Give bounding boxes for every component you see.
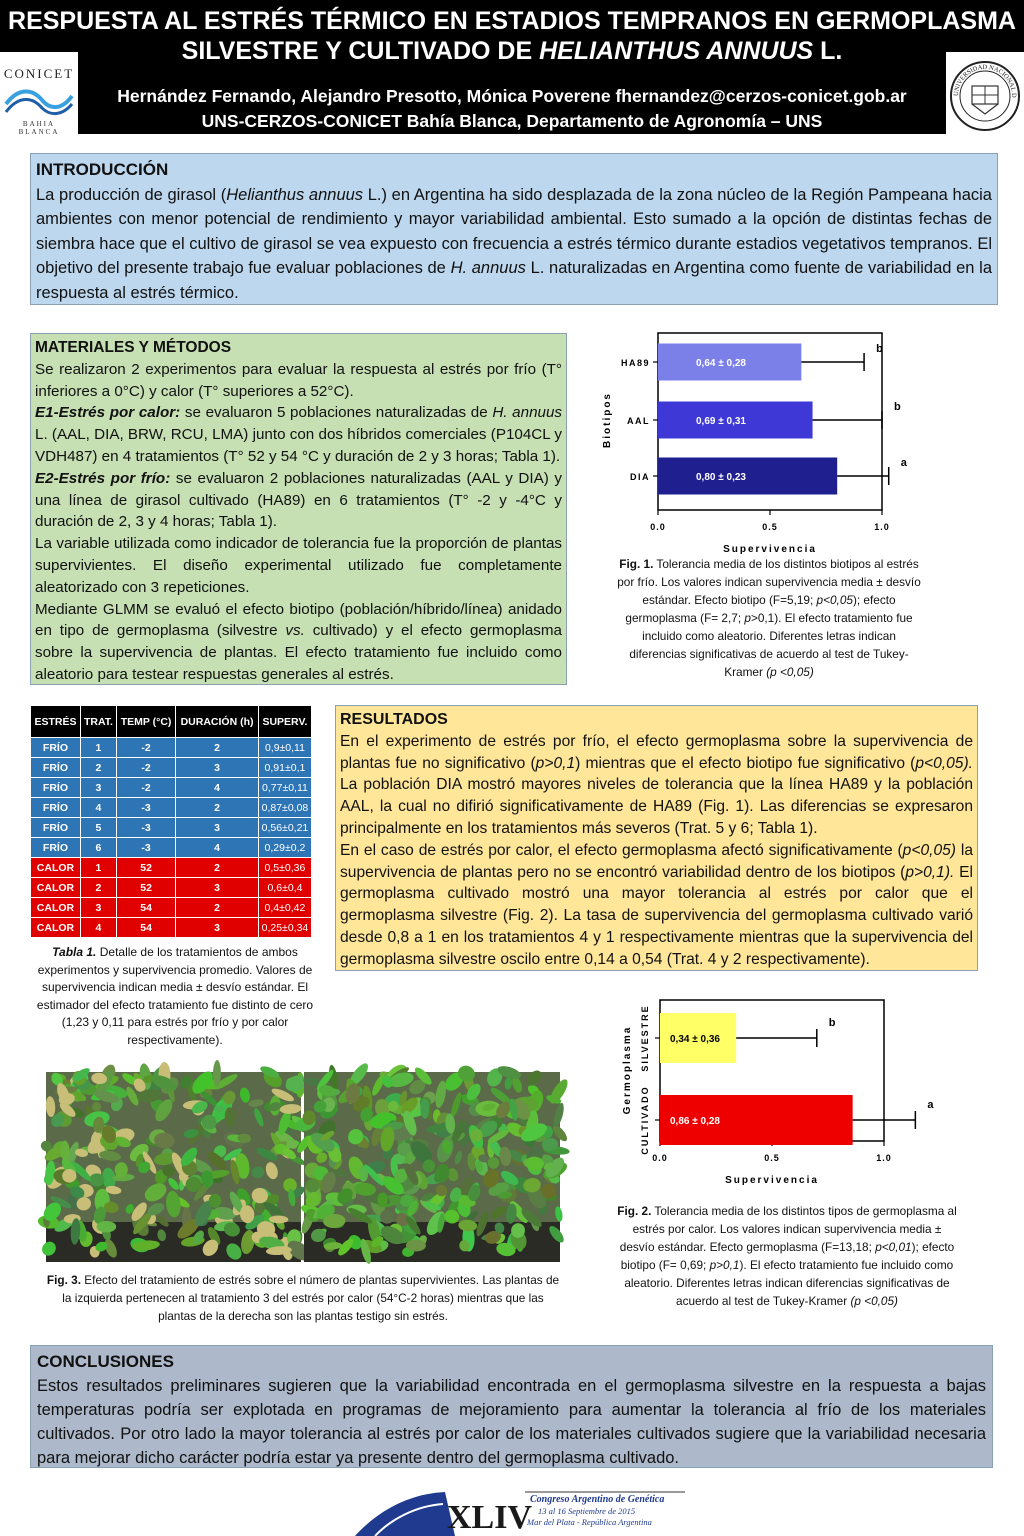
control-seedlings-image — [304, 1072, 560, 1262]
introduction-section — [30, 153, 998, 305]
table-row — [31, 738, 312, 758]
table-cell: 0,56±0,21 — [258, 818, 311, 838]
significance-letter: a — [900, 457, 907, 469]
results-p2-i2: p>0,1). — [905, 863, 955, 881]
table-cell: 2 — [80, 758, 116, 778]
methods-p3: La variable utilizada como indicador de tolerancia fue la proporción de plantas supervivientes. El diseño experimental utilizado fue completamente aleatorizado con 3 repeticiones. — [35, 535, 562, 596]
table-header-cell: DURACIÓN (h) — [176, 706, 259, 738]
results-p2-c: El germoplasma cultivado mostró una mayor tolerancia al estrés por calor que el germoplasma silvestre (Fig. 2). La tasa de supervivencia del germoplasma cultivado varió desde 0,8 a 1 en los tratamientos 4 y 1 respectivamente mientras que la supervivencia del germoplasma silvestre oscilo entre 0,14 a 0,54 (Trat. 4 y 2 respectivamente). — [340, 863, 973, 968]
table-cell: 3 — [80, 778, 116, 798]
table-cell: CALOR — [31, 918, 81, 938]
table-cell: 6 — [80, 838, 116, 858]
fig2-caption-c: ). El efecto tratamiento fue incluido como aleatorio. Diferentes letras indican diferencias significativas de acuerdo al test de Tukey-Kramer — [624, 1258, 954, 1308]
table-cell: 4 — [176, 838, 259, 858]
title-line-2 — [0, 36, 1024, 66]
conclusions-text: Estos resultados preliminares sugieren que la variabilidad encontrada en el germoplasma silvestre en la respuesta a bajas temperaturas podría ser explotada en programas de mejoramiento para aumentar la tolerancia al frío de los materiales cultivados. Por otro lado la mayor tolerancia al estrés por calor de los materiales cultivados sugiere que la variabilidad necesaria para mejorar dicho carácter podría estar ya presente dentro del germoplasma cultivado. — [37, 1377, 986, 1467]
methods-p4-vs: vs. — [285, 622, 305, 640]
table-cell: FRÍO — [31, 758, 81, 778]
table-cell: 3 — [176, 818, 259, 838]
figure-1-chart — [595, 328, 905, 556]
results-p2-b: la supervivencia de plantas pero no se encontró variabilidad dentro de los biotipos ( — [340, 841, 973, 881]
title-line-2-b: L. — [813, 37, 843, 65]
introduction-heading: INTRODUCCIÓN — [36, 160, 169, 179]
table-cell: FRÍO — [31, 798, 81, 818]
methods-p4-a: Mediante GLMM se evaluó el efecto biotipo (población/híbrido/línea) anidado en tipo de germoplasma (silvestre — [35, 600, 562, 640]
x-tick-label: 1.0 — [876, 1153, 892, 1163]
introduction-text — [36, 183, 992, 306]
table-caption-text: Detalle de los tratamientos de ambos experimentos y supervivencia promedio. Valores de supervivencia indican media ± desvío estándar. El estimador del efecto tratamiento fue distinto de cero (1,23 y 0,11 para estrés por frío y por calor respectivamente). — [36, 945, 314, 1047]
x-tick-label: 1.0 — [874, 522, 890, 532]
table-cell: 5 — [80, 818, 116, 838]
table-cell: 0,4±0,42 — [258, 898, 311, 918]
x-tick-label: 0.5 — [762, 522, 778, 532]
table-cell: -3 — [117, 798, 176, 818]
table-cell: 0,6±0,4 — [258, 878, 311, 898]
table-cell: 2 — [176, 798, 259, 818]
table-header-cell: ESTRÉS — [31, 706, 81, 738]
fig2-caption-i2: p>0,1 — [709, 1258, 740, 1272]
table-cell: 0,91±0,1 — [258, 758, 311, 778]
table-row — [31, 798, 312, 818]
results-p1-c: La población DIA mostró mayores niveles de tolerancia que la línea HA89 y la población AAL, la cual no difirió significativamente de HA89 (Fig. 1). Las diferencias se expresaron principalmente en los tratamientos más severos (Trat. 5 y 6; Tabla 1). — [340, 776, 973, 837]
table-cell: 1 — [80, 858, 116, 878]
table-header-cell: SUPERV. — [258, 706, 311, 738]
table-header-cell: TRAT. — [80, 706, 116, 738]
table-cell: 0,29±0,2 — [258, 838, 311, 858]
photo-control-plants — [304, 1072, 560, 1262]
methods-section — [30, 333, 567, 685]
table-cell: 2 — [176, 738, 259, 758]
methods-e2-label: E2-Estrés por frío: — [35, 469, 171, 487]
results-p1-a: En el experimento de estrés por frío, el efecto germoplasma sobre la supervivencia de plantas fue no significativo ( — [340, 732, 973, 772]
table-cell: 1 — [80, 738, 116, 758]
y-category-label: HA89 — [620, 358, 650, 368]
x-axis-label: Supervivencia — [723, 544, 817, 555]
methods-e1-text-b: L. (AAL, DIA, BRW, RCU, LMA) junto con dos híbridos comerciales (P104CL y VDH487) en 4 tratamientos (T° 52 y 54 °C y duración de 2 y 3 horas; Tabla 1). — [35, 426, 562, 465]
fig1-caption-b: ); efecto germoplasma (F= 2,7; — [625, 593, 896, 625]
methods-e1-label: E1-Estrés por calor: — [35, 404, 181, 422]
x-tick-label: 0.5 — [764, 1153, 780, 1163]
table-cell: FRÍO — [31, 738, 81, 758]
fig1-caption-i2: p — [744, 611, 751, 625]
methods-e2 — [35, 468, 562, 533]
y-category-label: CULTIVADO — [640, 1085, 650, 1155]
significance-letter: b — [894, 401, 901, 413]
table-cell: CALOR — [31, 858, 81, 878]
congress-place: Mar del Plata - República Argentina — [527, 1517, 652, 1527]
table-row — [31, 878, 312, 898]
poster-title — [0, 6, 1024, 66]
table-cell: CALOR — [31, 878, 81, 898]
intro-text-b: L.) en Argentina ha sido desplazada de la zona núcleo de la Región Pampeana hacia ambientes con menor potencial de rendimiento y mayor variabilidad ambiental. Esto sumado a la opción de distintas fechas de siembra hace que el cultivo de girasol se vea expuesto con frecuencia a estrés térmico durante estadios vegetativos tempranos. El objetivo del presente trabajo fue evaluar poblaciones de — [36, 185, 992, 277]
table-1-caption — [30, 944, 320, 1049]
congress-logo — [355, 1484, 685, 1536]
uns-seal-text: UNIVERSIDAD NACIONAL D — [952, 63, 1018, 98]
bar-value-label: 0,64 ± 0,28 — [696, 358, 746, 369]
conicet-wave-icon — [4, 84, 74, 118]
results-p2-a: En el caso de estrés por calor, el efecto germoplasma afectó significativamente ( — [340, 841, 903, 859]
intro-text-a: La producción de girasol ( — [36, 185, 227, 204]
fig1-caption-i1: p<0,05 — [816, 593, 853, 607]
methods-e1-species: H. annuus — [492, 404, 563, 422]
authors-block — [78, 84, 946, 134]
fig2-caption-a: Tolerancia media de los distintos tipos de germoplasma al estrés por calor. Los valores indican supervivencia media ± desvío estándar. Efecto germoplasma (F=13,18; — [619, 1204, 957, 1254]
stressed-seedlings-image — [46, 1072, 301, 1262]
table-cell: 4 — [80, 798, 116, 818]
fig2-caption-i3: (p <0,05) — [850, 1294, 898, 1308]
table-cell: -3 — [117, 818, 176, 838]
bar-value-label: 0,34 ± 0,36 — [670, 1034, 720, 1045]
conicet-logo — [0, 58, 78, 134]
x-tick-label: 0.0 — [650, 522, 666, 532]
table-cell: 3 — [176, 918, 259, 938]
figure-3-caption — [46, 1271, 560, 1325]
table-cell: 3 — [80, 898, 116, 918]
treatments-table — [30, 705, 312, 938]
table-cell: 0,9±0,11 — [258, 738, 311, 758]
table-cell: -3 — [117, 838, 176, 858]
conicet-logo-text: CONICET — [3, 66, 75, 81]
congress-dates: 13 al 16 Septiembre de 2015 — [538, 1506, 636, 1516]
table-cell: 3 — [176, 878, 259, 898]
results-heading: RESULTADOS — [340, 711, 448, 728]
results-p1-i1: p>0,1 — [535, 754, 576, 772]
congress-number: XLIV — [447, 1499, 533, 1536]
x-tick-label: 0.0 — [652, 1153, 668, 1163]
methods-e1-text-a: se evaluaron 5 poblaciones naturalizadas de — [180, 404, 493, 422]
table-caption-label: Tabla 1. — [52, 945, 97, 959]
leaf — [97, 1221, 117, 1232]
fig1-caption-i3: (p <0,05) — [766, 665, 814, 679]
table-cell: -2 — [117, 778, 176, 798]
methods-p1: Se realizaron 2 experimentos para evaluar la respuesta al estrés por frío (T° inferiores a 0°C) y calor (T° superiores a 52°C). — [35, 360, 562, 400]
table-row — [31, 818, 312, 838]
figure-2-chart — [610, 998, 934, 1198]
y-category-label: AAL — [627, 416, 650, 426]
methods-heading: MATERIALES Y MÉTODOS — [35, 339, 232, 356]
table-cell: 52 — [117, 858, 176, 878]
photo-stressed-plants — [46, 1072, 301, 1262]
table-row — [31, 778, 312, 798]
intro-species-1: Helianthus annuus — [226, 185, 364, 204]
y-category-label: SILVESTRE — [640, 1004, 650, 1072]
results-p1-i2: p<0,05). — [915, 754, 973, 772]
significance-letter: b — [828, 1017, 836, 1029]
table-cell: 0,87±0,08 — [258, 798, 311, 818]
fig1-caption-label: Fig. 1. — [619, 557, 654, 571]
table-cell: 0,77±0,11 — [258, 778, 311, 798]
authors-line: Hernández Fernando, Alejandro Presotto, Mónica Poverene fhernandez@cerzos-conicet.gob.ar — [117, 86, 907, 106]
table-cell: FRÍO — [31, 778, 81, 798]
fig1-caption-c: >0,1). El efecto tratamiento fue incluido como aleatorio. Diferentes letras indican diferencias significativas de acuerdo al test de Tukey-Kramer — [629, 611, 913, 679]
table-cell: -2 — [117, 758, 176, 778]
conclusions-heading: CONCLUSIONES — [37, 1352, 174, 1371]
bar-value-label: 0,86 ± 0,28 — [670, 1116, 720, 1127]
title-line-1: RESPUESTA AL ESTRÉS TÉRMICO EN ESTADIOS TEMPRANOS EN GERMOPLASMA — [8, 7, 1016, 35]
results-p2-i1: p<0,05) — [902, 841, 956, 859]
figure-2-caption — [616, 1202, 958, 1310]
table-cell: 3 — [176, 758, 259, 778]
title-line-2-a: SILVESTRE Y CULTIVADO DE — [181, 37, 540, 65]
table-cell: 0,5±0,36 — [258, 858, 311, 878]
results-p1 — [340, 731, 973, 840]
figure-1-caption — [614, 555, 924, 681]
affiliation-line: UNS-CERZOS-CONICET Bahía Blanca, Departamento de Agronomía – UNS — [201, 111, 823, 131]
fig2-caption-b: ); efecto biotipo (F= 0,69; — [620, 1240, 955, 1272]
fig3-caption-label: Fig. 3. — [46, 1273, 82, 1287]
fig1-caption-a: Tolerancia media de los distintos biotipos al estrés por frío. Los valores indican supervivencia media ± desvío estándar. Efecto biotipo (F=5,19; — [617, 557, 921, 607]
congress-name: Congreso Argentino de Genética — [530, 1494, 665, 1505]
methods-e1 — [35, 402, 562, 467]
methods-e2-text: se evaluaron 2 poblaciones naturalizadas (AAL y DIA) y una línea de girasol cultivado (HA89) en 6 tratamientos (T° -2 y -4°C y duración de 2, 3 y 4 horas; Tabla 1). — [35, 469, 562, 531]
bar — [658, 458, 837, 495]
uns-seal-icon — [948, 58, 1022, 134]
intro-species-2: H. annuus — [450, 259, 526, 277]
table-cell: FRÍO — [31, 818, 81, 838]
fig3-caption-text: Efecto del tratamiento de estrés sobre el número de plantas supervivientes. Las plantas de la izquierda pertenecen al tratamiento 3 del estrés por calor (54°C-2 horas) mientras que las plantas de la derecha son las plantas testigo sin estrés. — [62, 1273, 560, 1323]
poster-header — [0, 0, 1024, 140]
table-cell: 54 — [117, 898, 176, 918]
y-axis-label: Germoplasma — [622, 1025, 633, 1115]
table-cell: 52 — [117, 878, 176, 898]
table-cell: -2 — [117, 738, 176, 758]
bar-value-label: 0,80 ± 0,23 — [696, 472, 746, 483]
table-row — [31, 918, 312, 938]
conclusions-section — [30, 1345, 993, 1468]
results-p1-b: ) mientras que el efecto biotipo fue significativo ( — [575, 754, 916, 772]
x-axis-label: Supervivencia — [725, 1175, 819, 1186]
table-row — [31, 898, 312, 918]
intro-text-c: L. naturalizadas en Argentina como fuente de variabilidad en la respuesta al estrés térmico. — [36, 259, 993, 302]
y-axis-label: Biotipos — [602, 392, 613, 448]
table-cell: FRÍO — [31, 838, 81, 858]
title-species: HELIANTHUS ANNUUS — [539, 37, 814, 65]
y-category-label: DIA — [630, 472, 650, 482]
table-row — [31, 838, 312, 858]
fig2-caption-i1: p<0,01 — [875, 1240, 912, 1254]
table-cell: 2 — [176, 858, 259, 878]
table-cell: 2 — [176, 898, 259, 918]
fig2-caption-label: Fig. 2. — [617, 1204, 652, 1218]
table-cell: 4 — [176, 778, 259, 798]
uns-seal — [948, 58, 1022, 134]
table-header-row — [31, 706, 312, 738]
table-row — [31, 858, 312, 878]
methods-p4-b: cultivado) y el efecto germoplasma sobre la supervivencia de plantas. El efecto tratamiento fue incluido como aleatorio para testear respuestas generales al estrés. — [35, 622, 562, 683]
conicet-logo-subtext: BAHIA BLANCA — [18, 120, 60, 136]
table-cell: 0,25±0,34 — [258, 918, 311, 938]
table-cell: 2 — [80, 878, 116, 898]
bar-value-label: 0,69 ± 0,31 — [696, 416, 746, 427]
table-row — [31, 758, 312, 778]
table-cell: 54 — [117, 918, 176, 938]
significance-letter: b — [876, 343, 883, 355]
methods-p4 — [35, 599, 562, 686]
results-section — [335, 705, 978, 971]
table-cell: 4 — [80, 918, 116, 938]
results-p2 — [340, 840, 973, 971]
significance-letter: a — [927, 1099, 934, 1111]
table-cell: CALOR — [31, 898, 81, 918]
table-header-cell: TEMP (°C) — [117, 706, 176, 738]
